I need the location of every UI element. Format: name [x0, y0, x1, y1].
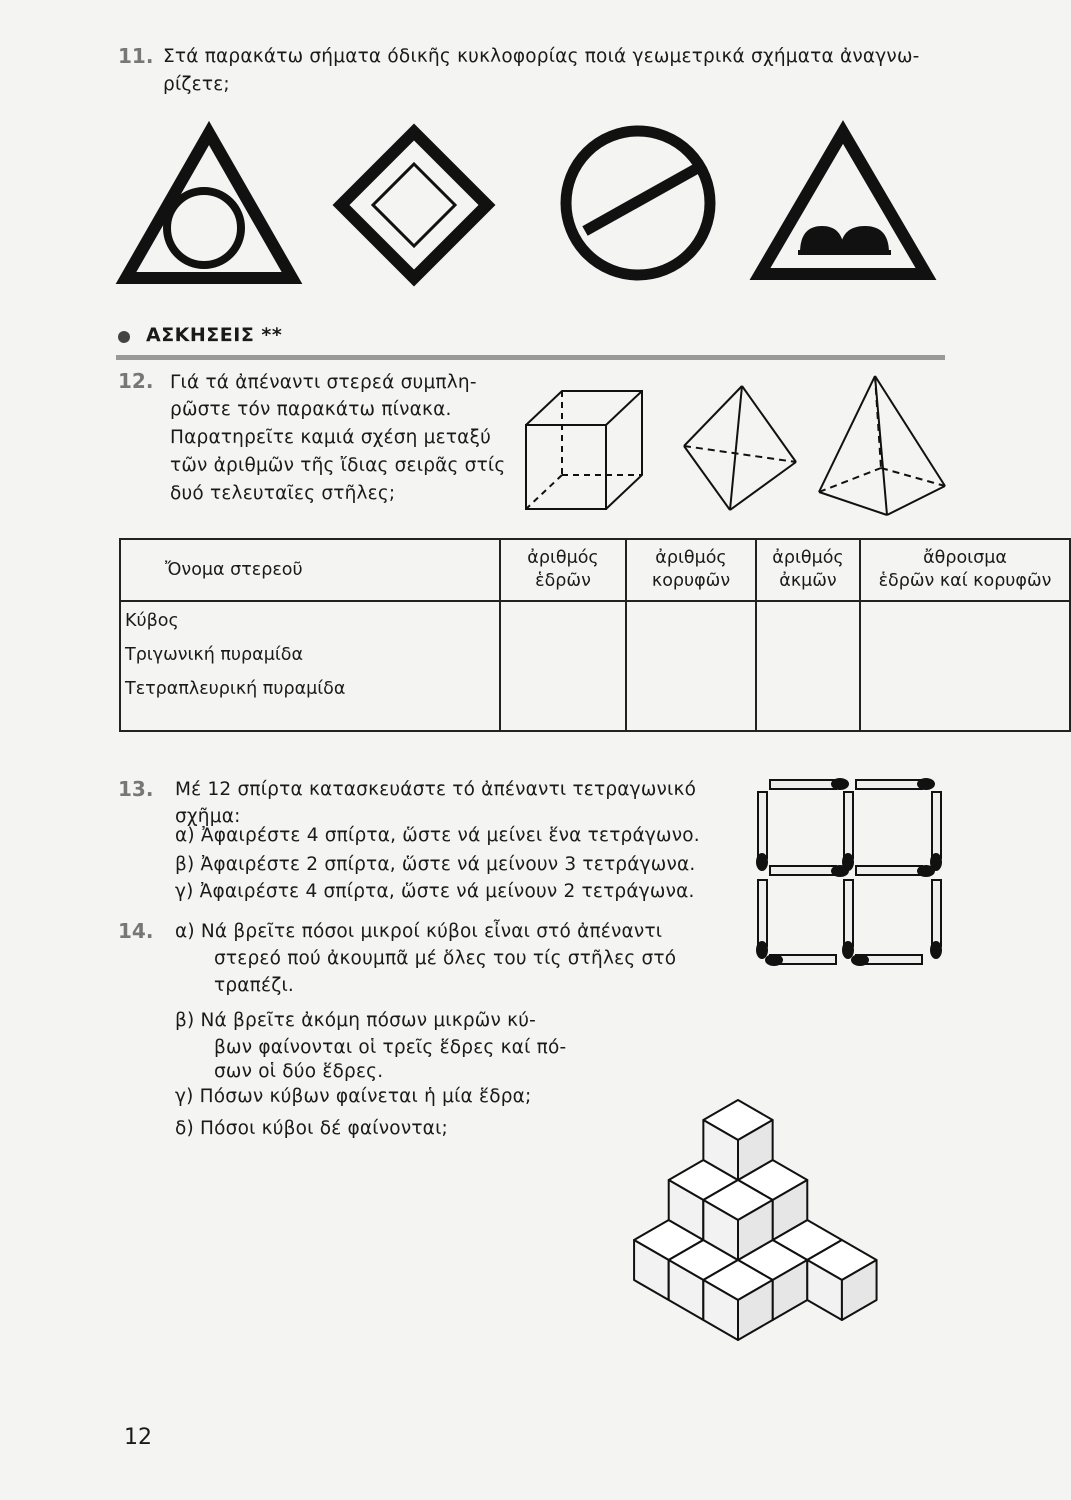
question-12-line-3: Παρατηρεῖτε καμιά σχέση μεταξύ	[170, 427, 491, 448]
triangular-pyramid-figure	[680, 382, 800, 517]
question-14-line-2: στερεό πού ἀκουμπᾶ μέ ὅλες του τίς στῆλες στό	[214, 948, 677, 969]
question-13-line-4: β) Ἀφαιρέστε 2 σπίρτα, ὥστε νά μείνουν 3 τετράγωνα.	[175, 854, 696, 875]
table-cell-sum	[860, 601, 1070, 731]
table-header-name: Ὄνομα στερεοῦ	[120, 539, 500, 601]
question-14-line-8: δ) Πόσοι κύβοι δέ φαίνονται;	[175, 1118, 448, 1139]
table-header-edges: ἀριθμός ἀκμῶν	[756, 539, 860, 601]
table-row-square-pyramid: Τετραπλευρική πυραμίδα	[125, 679, 346, 699]
road-sign-triangle-bumps	[752, 122, 934, 282]
question-14-line-4: β) Νά βρεῖτε ἀκόμη πόσων μικρῶν κύ-	[175, 1010, 536, 1031]
matchstick-squares-figure	[752, 772, 952, 972]
bullet-icon	[117, 330, 131, 344]
table-row-triangular-pyramid: Τριγωνική πυραμίδα	[125, 645, 303, 665]
question-13-line-3: α) Ἀφαιρέστε 4 σπίρτα, ὥστε νά μείνει ἕνα τετράγωνο.	[175, 825, 700, 846]
table-header-vertices: ἀριθμός κορυφῶν	[626, 539, 756, 601]
road-sign-diamond	[333, 124, 495, 286]
question-number-13: 13.	[118, 777, 154, 801]
question-12-line-1: Γιά τά ἀπέναντι στερεά συμπλη-	[170, 372, 477, 393]
table-header-faces: ἀριθμός ἑδρῶν	[500, 539, 626, 601]
question-14-line-1: α) Νά βρεῖτε πόσοι μικροί κύβοι εἶναι στό ἀπέναντι	[175, 921, 663, 942]
question-13-line-1: Μέ 12 σπίρτα κατασκευάστε τό ἀπέναντι τετραγωνικό	[175, 779, 697, 800]
page-number: 12	[124, 1425, 152, 1450]
table-header-sum: ἄθροισμα ἑδρῶν καί κορυφῶν	[860, 539, 1070, 601]
question-number-14: 14.	[118, 919, 154, 943]
question-11-text-line1: Στά παρακάτω σήματα όδικῆς κυκλοφορίας ποιά γεωμετρικά σχήματα ἀναγνω-	[163, 46, 920, 67]
table-cell-vertices	[626, 601, 756, 731]
question-14-line-5: βων φαίνονται οἱ τρεῖς ἕδρες καί πό-	[214, 1037, 567, 1058]
question-14-line-3: τραπέζι.	[214, 975, 295, 996]
question-12-line-5: δυό τελευταῖες στῆλες;	[170, 483, 396, 504]
square-pyramid-figure	[815, 372, 950, 520]
question-11-text-line2: ρίζετε;	[163, 74, 230, 95]
question-14-line-6: σων οἱ δύο ἕδρες.	[214, 1061, 384, 1082]
question-13-line-2: σχῆμα:	[175, 806, 241, 827]
question-12-line-4: τῶν ἀριθμῶν τῆς ἴδιας σειρᾶς στίς	[170, 455, 506, 476]
stacked-cubes-figure	[588, 1020, 958, 1290]
cube-figure	[520, 385, 655, 515]
question-14-line-7: γ) Πόσων κύβων φαίνεται ἡ μία ἕδρα;	[175, 1086, 532, 1107]
question-number-11: 11.	[118, 44, 154, 68]
question-13-line-5: γ) Ἀφαιρέστε 4 σπίρτα, ὥστε νά μείνουν 2 τετράγωνα.	[175, 881, 695, 902]
road-sign-triangle-circle	[118, 125, 300, 285]
table-row-names	[120, 601, 500, 731]
road-sign-circle-bar	[555, 120, 721, 286]
table-cell-faces	[500, 601, 626, 731]
table-row-cube: Κύβος	[125, 611, 179, 631]
question-12-line-2: ρῶστε τόν παρακάτω πίνακα.	[170, 399, 452, 420]
question-number-12: 12.	[118, 369, 154, 393]
solids-table	[119, 538, 1071, 732]
section-divider	[116, 355, 945, 360]
table-cell-edges	[756, 601, 860, 731]
section-title: ΑΣΚΗΣΕΙΣ **	[146, 324, 283, 346]
